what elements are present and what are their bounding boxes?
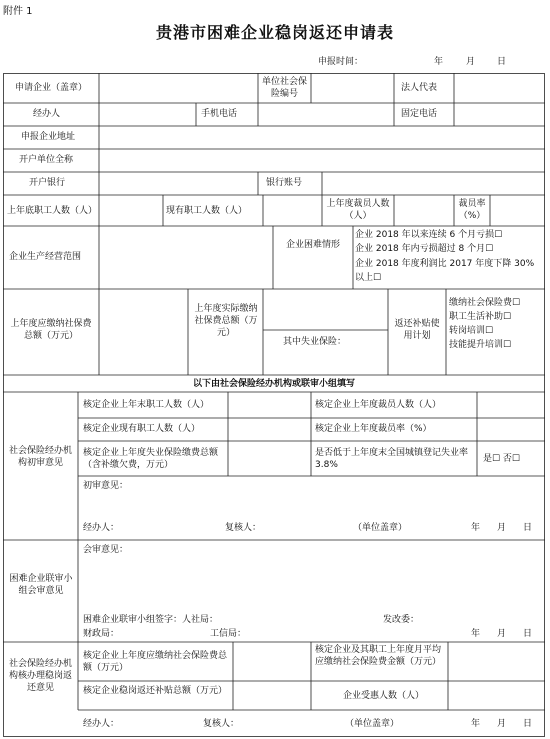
form-title: 贵港市困难企业稳岗返还申请表 <box>155 23 394 42</box>
label-plan: 返还补贴使用计划 <box>394 319 440 341</box>
plan-option-2[interactable]: 职工生活补助☐ <box>449 312 512 322</box>
label-difficulty: 企业困难情形 <box>285 240 340 250</box>
apply-year: 年 <box>434 57 444 67</box>
application-form <box>3 73 545 737</box>
label-paid-total: 上年度实际缴纳社保费总额（万元） <box>194 304 258 338</box>
label-unemployment: 其中失业保险： <box>283 337 347 347</box>
sig-month-3: 月 <box>497 719 507 729</box>
verify-current-staff: 核定企业现有职工人数（人） <box>83 424 201 434</box>
plan-option-1[interactable]: 缴纳社会保险费☐ <box>449 298 521 308</box>
label-handler: 经办人 <box>33 109 61 119</box>
verify-layoffs: 核定企业上年度裁员人数（人） <box>315 400 442 410</box>
sig-handler-1: 经办人： <box>83 523 120 533</box>
label-beneficiaries: 企业受惠人数（人） <box>343 691 425 701</box>
sig-year-1: 年 <box>471 523 481 533</box>
label-address: 申报企业地址 <box>21 132 76 142</box>
label-layoffs: 上年度裁员人数（人） <box>326 199 390 221</box>
sig-year-2: 年 <box>471 629 481 639</box>
difficulty-option-1[interactable]: 企业 2018 年以来连续 6 个月亏损☐ <box>355 230 503 240</box>
label-account-name: 开户单位全称 <box>19 155 74 165</box>
initial-opinion-label: 初审意见： <box>83 481 129 491</box>
plan-option-3[interactable]: 转岗培训☐ <box>449 326 494 336</box>
sig-month-1: 月 <box>497 523 507 533</box>
sig-handler-3: 经办人： <box>83 719 120 729</box>
sig-seal-3: （单位盖章） <box>345 719 400 729</box>
label-due-total: 上年度应缴纳社保费总额（万元） <box>10 319 92 341</box>
sig-day-3: 日 <box>523 719 533 729</box>
yes-no-checkbox[interactable]: 是☐ 否☐ <box>483 454 520 464</box>
difficulty-option-2[interactable]: 企业 2018 年内亏损超过 8 个月☐ <box>355 244 494 254</box>
label-agency-final: 社会保险经办机构核办理稳岗返还意见 <box>8 659 72 693</box>
verify-due-total: 核定企业上年度应缴纳社会保险费总额（万元） <box>83 651 228 673</box>
verify-year-end-staff: 核定企业上年末职工人数（人） <box>83 400 210 410</box>
sig-year-3: 年 <box>471 719 481 729</box>
apply-month: 月 <box>466 57 476 67</box>
sig-day-2: 日 <box>523 629 533 639</box>
label-applicant: 申请企业（盖章） <box>15 83 88 93</box>
verify-refund-total: 核定企业稳岗返还补贴总额（万元） <box>83 686 228 696</box>
label-bank: 开户银行 <box>29 178 66 188</box>
joint-sign-finance: 财政局： <box>83 629 120 639</box>
label-account-no: 银行账号 <box>266 178 303 188</box>
verify-below-rate: 是否低于上年度末全国城镇登记失业率 3.8% <box>315 448 469 470</box>
difficulty-option-3[interactable]: 企业 2018 年度利润比 2017 年度下降 30%以上☐ <box>355 259 535 283</box>
verify-monthly-avg: 核定企业及其职工上年度月平均应缴纳社会保险费金额（万元） <box>315 645 442 667</box>
section-header: 以下由社会保险经办机构或联审小组填写 <box>192 379 355 389</box>
label-legal-rep: 法人代表 <box>401 83 438 93</box>
apply-day: 日 <box>497 57 507 67</box>
label-business-scope: 企业生产经营范围 <box>9 252 82 262</box>
label-landline: 固定电话 <box>401 109 438 119</box>
verify-layoff-rate: 核定企业上年度裁员率（%） <box>315 424 432 434</box>
joint-sign-fgw: 发改委： <box>383 615 420 625</box>
label-mobile: 手机电话 <box>201 109 238 119</box>
verify-unemployment-due: 核定企业上年度失业保险缴费总额（含补缴欠费，万元） <box>83 448 219 470</box>
joint-opinion-label: 会审意见： <box>83 545 129 555</box>
label-current-staff: 现有职工人数（人） <box>166 206 248 216</box>
sig-seal-1: （单位盖章） <box>353 523 408 533</box>
sig-checker-1: 复核人： <box>225 523 262 533</box>
label-year-end-staff: 上年底职工人数（人） <box>7 206 98 216</box>
label-insurance-no: 单位社会保险编号 <box>261 77 307 99</box>
annex-label: 附件 1 <box>3 6 33 17</box>
label-agency-review: 社会保险经办机构初审意见 <box>8 446 72 468</box>
apply-time-label: 申报时间： <box>318 57 364 67</box>
sig-day-1: 日 <box>523 523 533 533</box>
plan-option-4[interactable]: 技能提升培训☐ <box>449 340 512 350</box>
sig-checker-3: 复核人： <box>203 719 240 729</box>
label-layoff-rate: 裁员率（%） <box>458 199 486 221</box>
sig-month-2: 月 <box>497 629 507 639</box>
joint-sign-industry: 工信局： <box>210 629 247 639</box>
label-joint-review: 困难企业联审小组会审意见 <box>9 574 73 596</box>
joint-sign-hrss: 困难企业联审小组签字：人社局： <box>83 615 219 625</box>
